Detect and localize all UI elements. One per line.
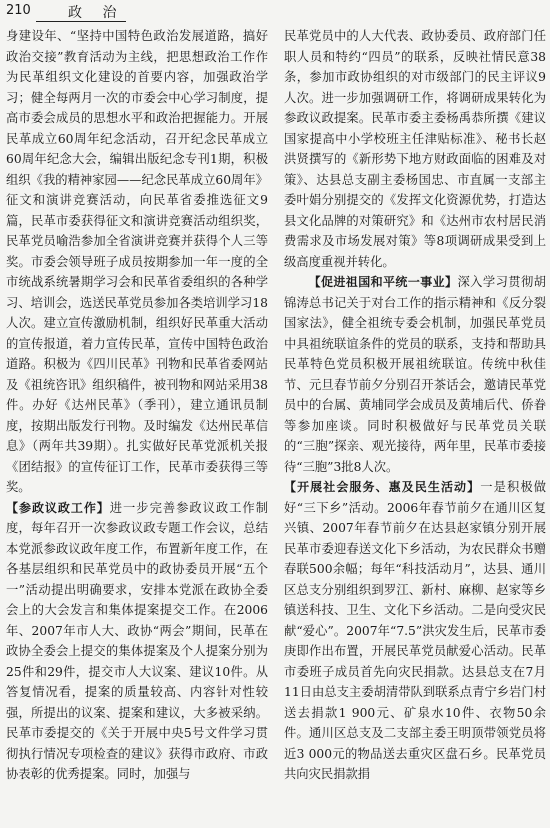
page-header bbox=[6, 2, 544, 22]
left-column bbox=[6, 26, 268, 826]
section-title-participation: 【参政议政工作】 bbox=[6, 500, 110, 515]
section-title-reunification: 【促进祖国和平统一事业】 bbox=[308, 275, 458, 289]
header-rule bbox=[36, 21, 126, 22]
section-participation bbox=[6, 498, 268, 785]
paragraph-liaison-research: 民革党员中的人大代表、政协委员、政府部门任职人员和特约“四员”的联系，反映社情民意38条，参加市政协组织的对市级部门的民主评议9人次。进一步加强调研工作，将调研成果转化为参政议政提案。民革市委主委杨禹恭所撰《建议国家提高中小学校班主任津贴标准》、秘书长赵洪贤撰写的《新形势下地方财政面临的困难及对策》、达县总支副主委杨国忠、市直属一支部主委叶娟分别提交的《发挥文化资源优势，打造达县文化品牌的对策研究》和《达州市农村居民消费需求及市场发展对策》等8项调研成果受到上级高度重视并转化。 bbox=[284, 29, 546, 269]
section-body-participation: 进一步完善参政议政工作制度，每年召开一次参政议政专题工作会议，总结本党派参政议政年度工作，布置新年度工作，在各基层组织和民革党员中的政协委员开展“五个一”活动提出明确要求，安排本党派在政协全委会上的大会发言和集体提案提交工作。在2006年、2007年市人大、政协“两会”期间，民革在政协全委会上提交的集体提案及个人提案分别为25件和29件，提交市人大议案、建议10件。从答复情况看，提案的质量较高、内容针对性较强，所提出的议案、提案和建议，大多被采纳。民革市委提交的《关于开展中央5号文件学习贯彻执行情况专项检查的建议》获得市政府、市政协表彰的优秀提案。同时，加强与 bbox=[6, 500, 268, 781]
right-column bbox=[284, 26, 546, 826]
running-title: 政 治 bbox=[68, 5, 125, 21]
paragraph-political-education: 身建设年、“坚持中国特色政治发展道路，搞好政治交接”教育活动为主线，把思想政治工作作为民革组织文化建设的首要内容，加强政治学习；健全每两月一次的市委会中心学习制度，提高市委会成员的思想水平和政治把握能力。开展民革成立60周年纪念活动，召开纪念民革成立60周年纪念大会，编辑出版纪念专刊1期，积极组织《我的精神家园——纪念民革成立60周年》征文和演讲竞赛活动，向民革省委推选征文9篇，民革市委获得征文和演讲竞赛活动组织奖，民革党员喻浩参加全省演讲竞赛并获得个人三等奖。市委会领导班子成员按期参加一年一度的全市统战系统暑期学习会和民革省委组织的各种学习、培训会，选送民革党员参加各类培训学习18人次。建立宣传激励机制，组织好民革重大活动的宣传报道，着力宣传民革，宣传中国特色政治道路。积极为《四川民革》刊物和民革省委网站及《祖统咨讯》组织稿件，被刊物和网站采用38件。办好《达州民革》（季刊），建立通讯员制度，按期出版发行刊物。及时编发《达州民革信息》（两年共39期）。扎实做好民革党派机关报《团结报》的宣传征订工作，民革市委获得三等奖。 bbox=[6, 29, 268, 494]
section-title-social-service: 【开展社会服务、惠及民生活动】 bbox=[284, 480, 481, 494]
section-body-social-service: 一是积极做好“三下乡”活动。2006年春节前夕在通川区复兴镇、2007年春节前夕在达县赵家镇分别开展民革市委迎春送文化下乡活动，为农民群众书赠春联500余幅；每年“科技活动月”，达县、通川区总支分别组织到罗江、新村、麻柳、赵家等乡镇送科技、卫生、文化下乡活动。二是向受灾民献“爱心”。2007年“7.5”洪灾发生后，民革市委庚即作出布置，开展民革党员献爱心活动。民革市委班子成员首先向灾民捐款。达县总支在7月11日由总支主委胡清带队到联系点青宁乡岩门村送去捐款1 900元、矿泉水10件、衣物50余件。通川区总支及二支部主委王明顶带领党员将近3 000元的物品送去重灾区盘石乡。民革党员共向灾民捐款捐 bbox=[284, 480, 546, 781]
section-body-reunification: 深入学习贯彻胡锦涛总书记关于对台工作的指示精神和《反分裂国家法》，健全祖统专委会机制，加强民革党员中具祖统联谊条件的党员的联系，支持和帮助具民革特色党员积极开展祖统联谊。传统中秋佳节、元旦春节前夕分别召开茶话会，邀请民革党员中的台属、黄埔同学会成员及黄埔后代、侨眷等参加座谈。同时积极做好与民革党员关联的“三胞”探亲、观光接待，两年里，民革市委接待“三胞”3批8人次。 bbox=[284, 275, 546, 474]
section-reunification bbox=[284, 272, 546, 477]
section-social-service bbox=[284, 477, 546, 785]
page-number: 210 bbox=[6, 3, 31, 18]
